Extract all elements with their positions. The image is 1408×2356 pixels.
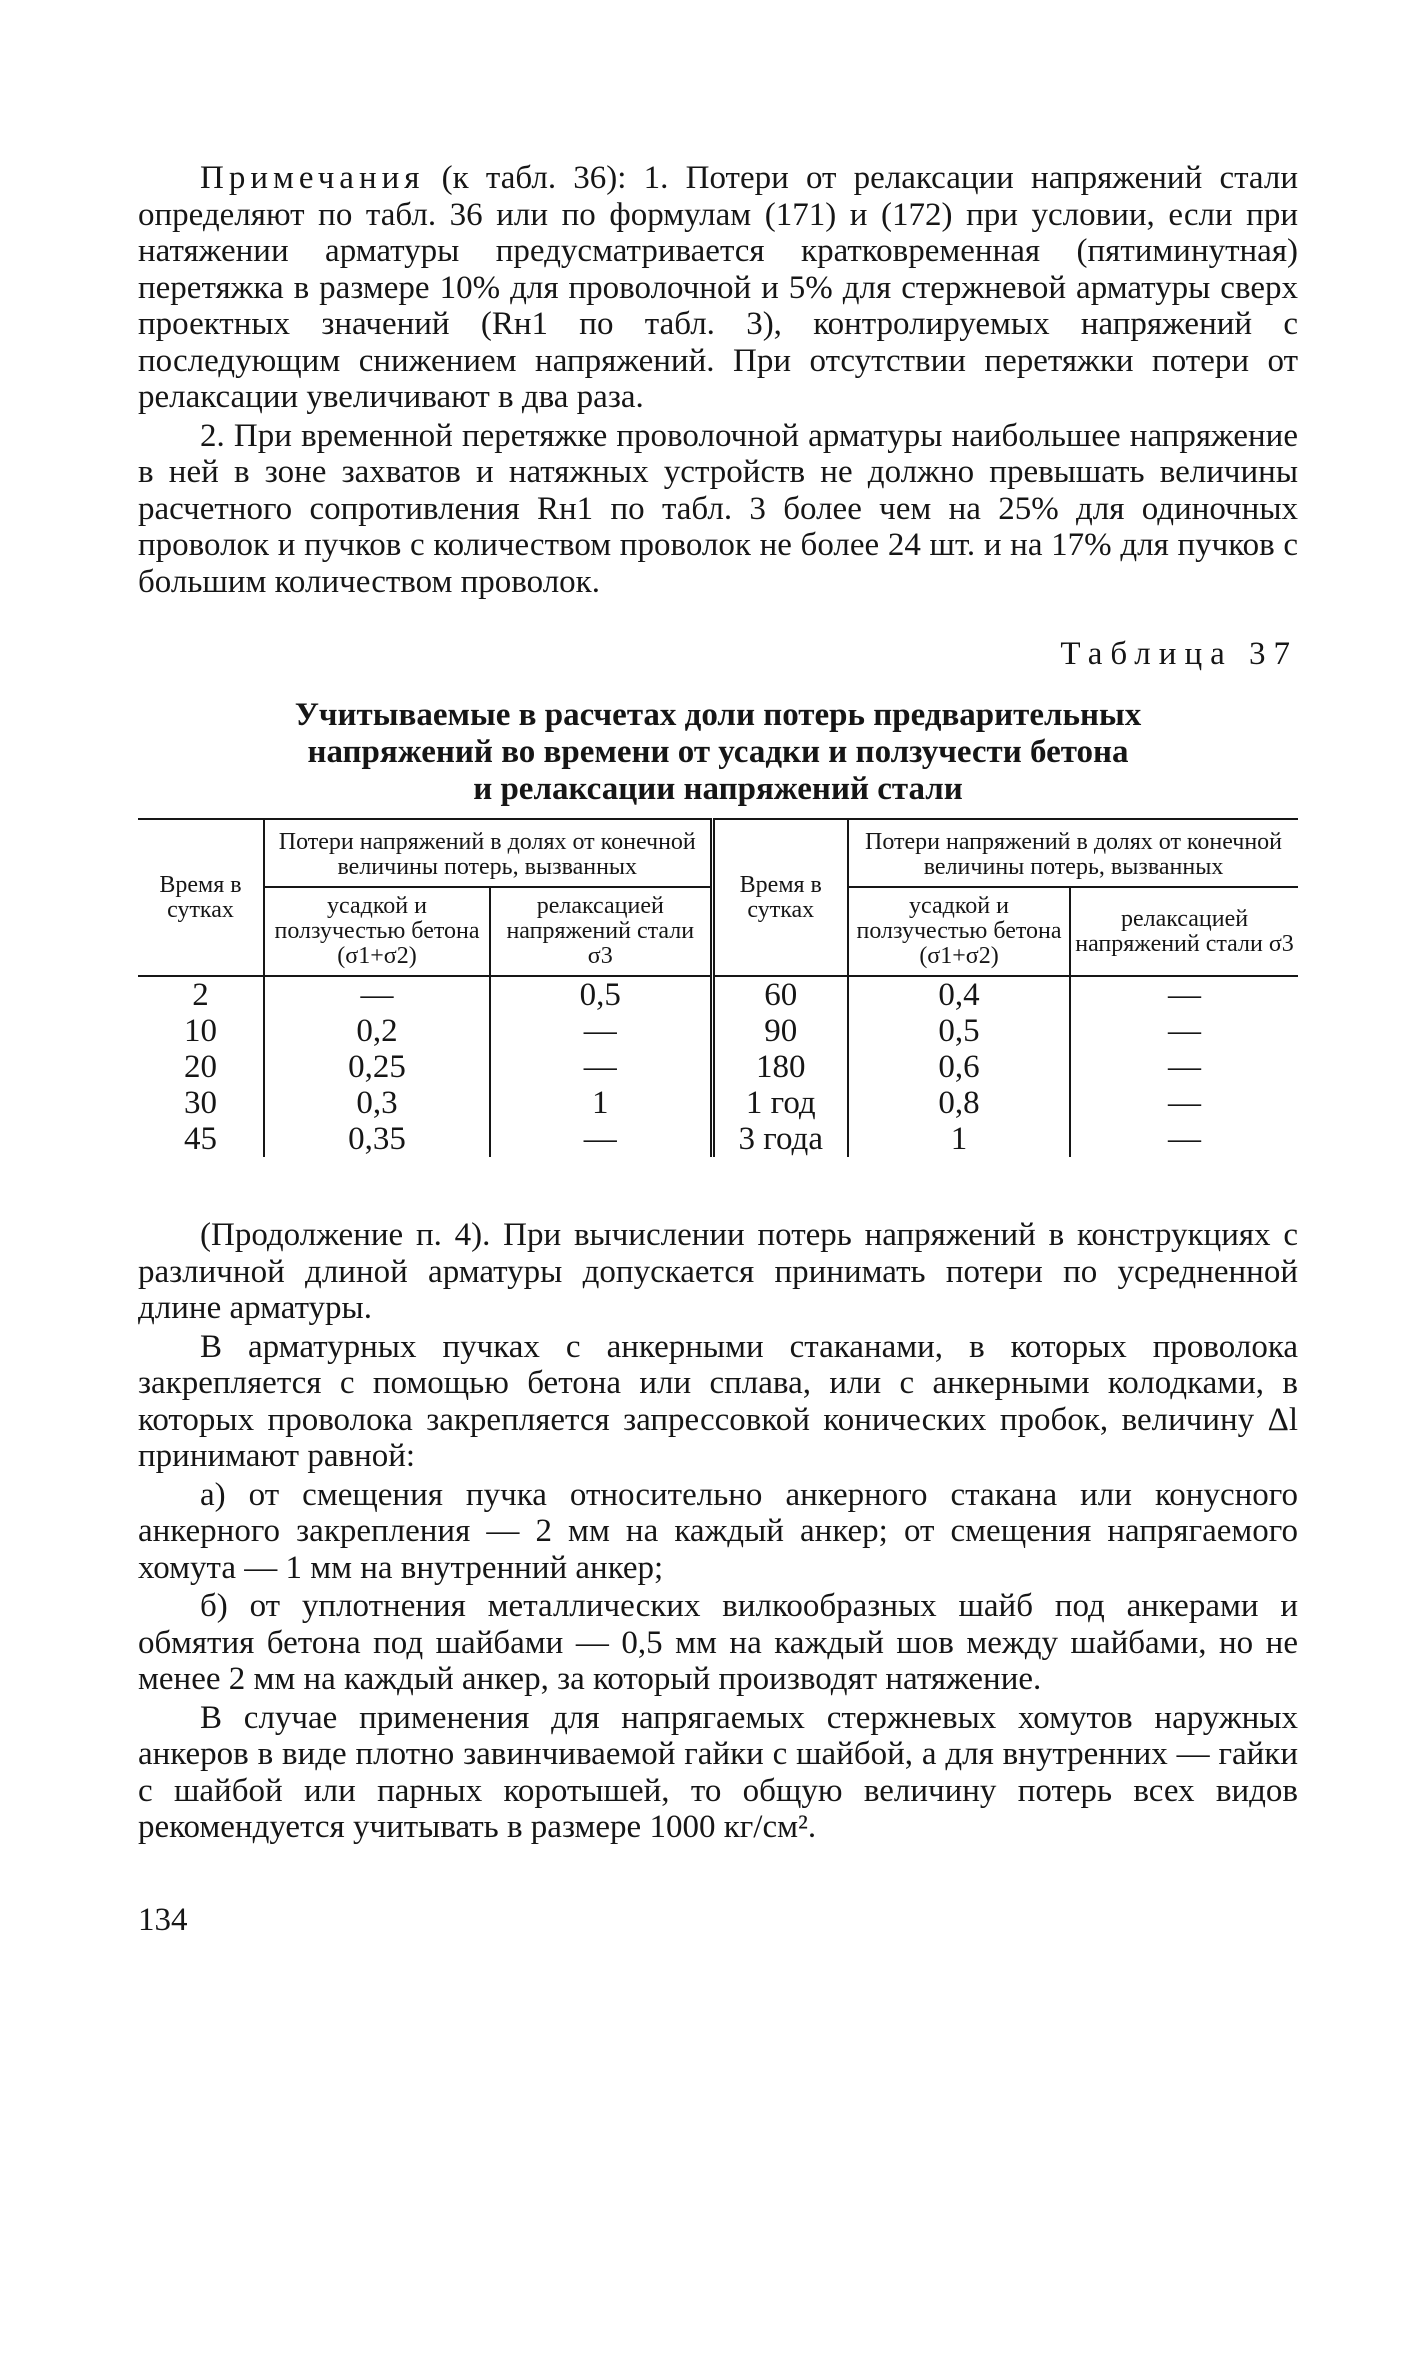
column-time — [712, 976, 848, 1157]
table-title-line: Учитываемые в расчетах доли потерь предварительных — [294, 697, 1142, 733]
cell: — — [583, 1121, 617, 1157]
cell: — — [1168, 1085, 1202, 1121]
col-header-relax: релаксацией напряжений стали σ3 — [490, 887, 712, 976]
body-paragraph-bundles: В арматурных пучках с анкерными стаканами, в которых проволока закрепляется с помощью бетона или сплава, или с анкерными колодками, в которых проволока закрепляется запрессовкой конических пробок, величину Δl принимают равной: — [138, 1328, 1298, 1474]
table-body-row — [138, 976, 1298, 1157]
column-time — [138, 976, 264, 1157]
cell: — — [360, 977, 394, 1013]
cell: — — [1168, 1049, 1202, 1085]
col-header-shrink: усадкой и ползучестью бетона (σ1+σ2) — [264, 887, 490, 976]
notes-heading: Примечания — [200, 160, 425, 196]
cell: 90 — [764, 1013, 798, 1049]
cell: 0,8 — [938, 1085, 980, 1121]
body-item-a: а) от смещения пучка относительно анкерного стакана или конусного анкерного закрепления — 2 мм на каждый анкер; от смещения напрягаемого хомута — 1 мм на внутренний анкер; — [138, 1476, 1298, 1586]
page-number: 134 — [138, 1901, 188, 1938]
cell: 0,6 — [938, 1049, 980, 1085]
body-paragraph-continuation: (Продолжение п. 4). При вычислении потерь напряжений в конструкциях с различной длиной арматуры допускается принимать потери по усредненной длине арматуры. — [138, 1217, 1298, 1326]
table-title-line: и релаксации напряжений стали — [473, 771, 963, 807]
cell: 10 — [184, 1013, 217, 1049]
cell: — — [1168, 977, 1202, 1013]
cell: 0,25 — [348, 1049, 406, 1085]
cell: 0,5 — [938, 1013, 980, 1049]
table-label: Таблица 37 — [1060, 636, 1298, 672]
cell: 1 — [592, 1085, 609, 1121]
cell: 60 — [764, 977, 798, 1013]
col-header-shrink: усадкой и ползучестью бетона (σ1+σ2) — [848, 887, 1070, 976]
cell: 1 год — [745, 1085, 816, 1121]
cell: 0,5 — [579, 977, 621, 1013]
cell: 0,3 — [356, 1085, 398, 1121]
table-title-line: напряжений во времени от усадки и ползучести бетона — [307, 734, 1129, 770]
cell: 180 — [756, 1049, 806, 1085]
body-item-b: б) от уплотнения металлических вилкообразных шайб под анкерами и обмятия бетона под шайбами — 0,5 мм на каждый шов между шайбами, но не менее 2 мм на каждый анкер, за который производят натяжение. — [138, 1588, 1298, 1697]
cell: — — [1168, 1013, 1202, 1049]
column-relax — [1070, 976, 1298, 1157]
note-2: 2. При временной перетяжке проволочной арматуры наибольшее напряжение в ней в зоне захватов и натяжных устройств не должно превышать величины расчетного сопротивления Rн1 по табл. 3 более чем на 25% для одиночных проволок и пучков с количеством проволок не более 24 шт. и на 17% для пучков с большим количеством проволок. — [138, 417, 1298, 600]
note-1-text: (к табл. 36): 1. Потери от релаксации напряжений стали определяют по табл. 36 или по формулам (171) и (172) при условии, если при натяжении арматуры предусматривается кратковременная (пятиминутная) перетяжка в размере 10% для проволочной и 5% для стержневой арматуры сверх проектных значений (Rн1 по табл. 3), контролируемых напряжений с последующим снижением напряжений. При отсутствии перетяжки потери от релаксации увеличивают в два раза. — [138, 160, 1298, 415]
cell: 3 года — [738, 1121, 823, 1157]
cell: — — [583, 1013, 617, 1049]
cell: 1 — [950, 1121, 968, 1157]
column-shrink — [264, 976, 490, 1157]
cell: 2 — [192, 977, 209, 1013]
cell: 20 — [184, 1049, 217, 1085]
column-relax — [490, 976, 712, 1157]
col-header-group: Потери напряжений в долях от конечной величины потерь, вызванных — [848, 819, 1298, 887]
col-header-relax: релаксацией напряжений стали σ3 — [1070, 887, 1298, 976]
cell: — — [1168, 1121, 1202, 1157]
col-header-time: Время в сутках — [138, 819, 264, 976]
col-header-group: Потери напряжений в долях от конечной величины потерь, вызванных — [264, 819, 712, 887]
cell: 30 — [184, 1085, 217, 1121]
cell: 0,4 — [938, 977, 980, 1013]
page — [138, 160, 1298, 1939]
cell: 45 — [184, 1121, 217, 1157]
table-title — [138, 697, 1298, 808]
column-shrink — [848, 976, 1070, 1157]
table-37 — [138, 818, 1298, 1157]
col-header-time: Время в сутках — [712, 819, 848, 976]
cell: 0,2 — [356, 1013, 398, 1049]
body-paragraph-anchors: В случае применения для напрягаемых стержневых хомутов наружных анкеров в виде плотно завинчиваемой гайки с шайбой, а для внутренних — гайки с шайбой или парных коротышей, то общую величину потерь всех видов рекомендуется учитывать в размере 1000 кг/см². — [138, 1699, 1298, 1845]
cell: 0,35 — [348, 1121, 406, 1157]
note-1 — [138, 160, 1298, 416]
cell: — — [583, 1049, 617, 1085]
